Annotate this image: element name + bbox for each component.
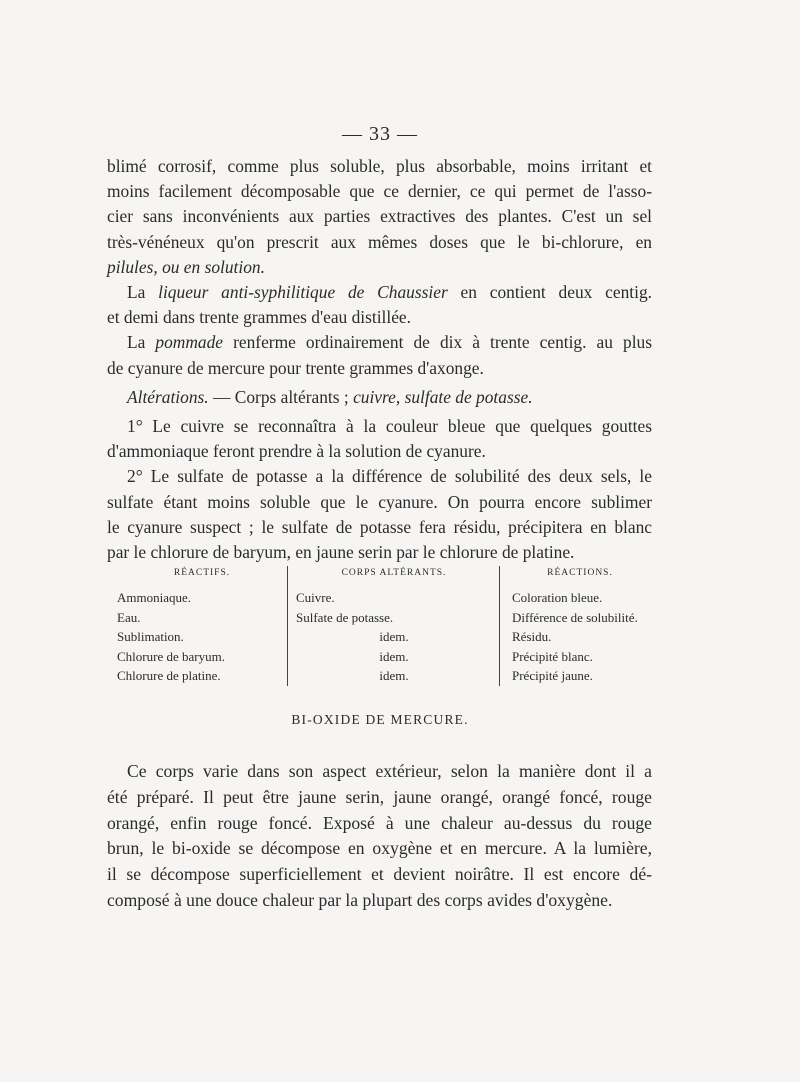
table-cell: Ammoniaque. (117, 590, 192, 605)
table-cell: idem. (379, 668, 409, 684)
page-number: — 33 — (342, 123, 418, 145)
table-cell: idem. (379, 648, 409, 664)
text-line: sulfate étant moins soluble que le cyanure. On pourra encore sublimer (107, 491, 652, 512)
table-cell: Chlorure de platine. (117, 668, 221, 684)
text-line-italic: pilules, ou en solution. (107, 256, 265, 277)
text-line: été préparé. Il peut être jaune serin, jaune orangé, orangé foncé, rouge (107, 786, 652, 807)
paragraph-bi-oxide (107, 759, 652, 914)
text-line: 2° Le sulfate de potasse a la différence de solubilité des deux sels, le (127, 466, 652, 487)
text-line: cier sans inconvénients aux parties extractives des plantes. C'est un sel (107, 206, 652, 227)
table-cell: Chlorure de baryum. (117, 648, 225, 664)
column-header: RÉACTIONS. (547, 568, 613, 578)
table-cell: idem. (379, 629, 409, 645)
text-line: d'ammoniaque feront prendre à la solution de cyanure. (107, 441, 486, 462)
text-line (107, 280, 652, 305)
paragraph-pommade (107, 330, 652, 380)
text-line: très-vénéneux qu'on prescrit aux mêmes doses que le bi-chlorure, en (107, 231, 652, 252)
text-fragment: La (127, 332, 156, 353)
text-fragment: en contient deux centig. (447, 282, 652, 303)
text-line: Ce corps varie dans son aspect extérieur, selon la manière dont il a (127, 761, 652, 781)
column-reactifs (117, 566, 287, 686)
text-fragment: La (127, 282, 159, 303)
table-cell: Sulfate de potasse. (296, 609, 394, 625)
text-line: il se décompose superficiellement et devient noirâtre. Il est encore dé- (107, 864, 652, 885)
column-reactions (499, 566, 660, 686)
table-cell: Différence de solubilité. (512, 609, 638, 625)
body-text (107, 154, 652, 565)
reactions-table (107, 566, 652, 686)
paragraph-intro (107, 154, 652, 280)
table-cell: Cuivre. (296, 590, 335, 605)
paragraph-item-2 (107, 464, 652, 565)
text-line: blimé corrosif, comme plus soluble, plus absorbable, moins irritant et (107, 156, 652, 176)
text-fragment-italic: cuivre, sulfate de potasse. (353, 386, 533, 407)
text-line (107, 385, 652, 410)
column-header: CORPS ALTÉRANTS. (341, 568, 447, 578)
paragraph-alterations (107, 385, 652, 410)
text-line: et demi dans trente grammes d'eau distillée. (107, 307, 411, 328)
table-cell: Précipité jaune. (512, 668, 593, 684)
text-line: le cyanure suspect ; le sulfate de potasse fera résidu, précipitera en blanc (107, 516, 652, 537)
section-heading: BI-OXIDE DE MERCURE. (291, 712, 469, 727)
table-cell: Coloration bleue. (512, 590, 603, 605)
paragraph-item-1 (107, 414, 652, 464)
text-fragment: — Corps altérants ; (208, 386, 354, 407)
text-line (107, 330, 652, 355)
text-fragment-italic: Altérations. (127, 386, 209, 407)
table-cell: Eau. (117, 609, 141, 625)
table-cell: Précipité blanc. (512, 648, 593, 664)
column-header: RÉACTIFS. (173, 568, 231, 578)
text-line: de cyanure de mercure pour trente grammes d'axonge. (107, 357, 484, 378)
text-line: orangé, enfin rouge foncé. Exposé à une chaleur au-dessus du rouge (107, 812, 652, 833)
text-line: par le chlorure de baryum, en jaune serin par le chlorure de platine. (107, 542, 575, 563)
paragraph-liqueur (107, 280, 652, 330)
table-cell: Résidu. (512, 629, 552, 645)
text-line: moins facilement décomposable que ce dernier, ce qui permet de l'asso- (107, 181, 652, 202)
text-fragment-italic: liqueur anti-syphilitique de Chaussier (158, 282, 448, 303)
text-line: brun, le bi-oxide se décompose en oxygène et en mercure. A la lumière, (107, 838, 652, 859)
text-fragment: renferme ordinairement de dix à trente centig. au plus (223, 332, 652, 353)
table-cell: Sublimation. (117, 629, 184, 645)
text-line: 1° Le cuivre se reconnaîtra à la couleur bleue que quelques gouttes (127, 416, 652, 437)
text-fragment-italic: pommade (155, 332, 224, 353)
text-line: composé à une douce chaleur par la plupart des corps avides d'oxygène. (107, 889, 613, 910)
column-corps-alterants (287, 566, 500, 686)
